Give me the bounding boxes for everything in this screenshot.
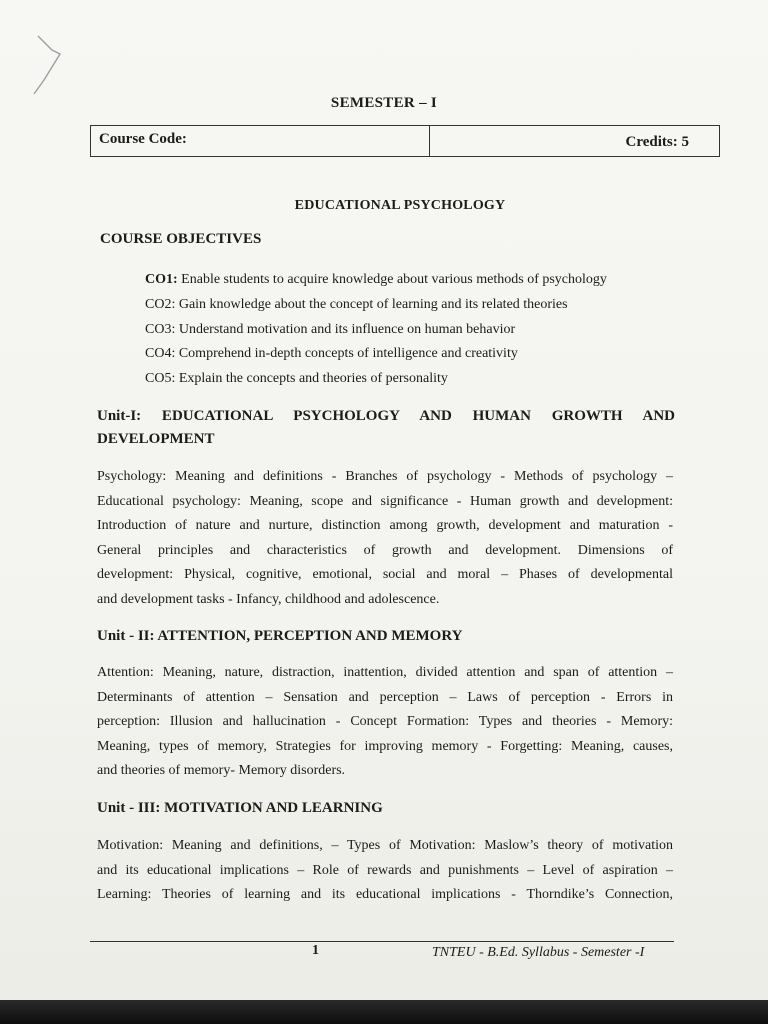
credits-label: Credits: 5 [625,134,689,150]
text-line: and development tasks - Infancy, childhood and adolescence. [97,591,440,607]
text-line: General principles and characteristics of growth and development. Dimensions of [97,542,673,558]
course-code-table [90,125,720,157]
footer-divider [90,941,674,942]
objective-item [145,318,607,343]
text-line: and theories of memory- Memory disorders. [97,763,346,778]
objective-code: CO3: [145,321,176,337]
unit-1-content [97,465,673,612]
text-line: Meaning, types of memory, Strategies for improving memory - Forgetting: Meaning, causes, [97,738,673,754]
page-number: 1 [312,943,319,958]
objective-text: Understand motivation and its influence on human behavior [175,321,516,337]
text-line: Introduction of nature and nurture, distinction among growth, development and maturation - [97,518,673,533]
objective-item [145,367,607,392]
objectives-heading: COURSE OBJECTIVES [100,231,262,247]
text-line: perception: Illusion and hallucination - Concept Formation: Types and theories - Memory: [97,714,673,729]
objective-item [145,293,607,318]
objective-text: Gain knowledge about the concept of learning and its related theories [175,296,568,312]
text-line: Psychology: Meaning and definitions - Branches of psychology - Methods of psychology – [97,469,673,484]
unit-3-heading: Unit - III: MOTIVATION AND LEARNING [97,800,383,816]
semester-heading: SEMESTER – I [330,95,438,111]
objective-code: CO4: [145,346,176,362]
unit-2-content [97,661,673,784]
course-code-label: Course Code: [91,126,430,156]
text-line: Attention: Meaning, nature, distraction, inattention, divided attention and span of attention – [97,665,673,680]
page-bottom-shadow [0,1000,768,1024]
objective-text: Comprehend in-depth concepts of intelligence and creativity [175,346,518,362]
unit-3-content [97,834,673,908]
course-title: EDUCATIONAL PSYCHOLOGY [294,198,506,213]
pen-mark [30,30,70,100]
objective-text: Enable students to acquire knowledge about various methods of psychology [177,272,607,287]
text-line: development: Physical, cognitive, emotional, social and moral – Phases of developmental [97,567,673,582]
text-line: Determinants of attention – Sensation and perception – Laws of perception - Errors in [97,689,673,705]
text-line: Learning: Theories of learning and its educational implications - Thorndike’s Connection, [97,887,673,902]
objective-text: Explain the concepts and theories of personality [175,371,448,387]
text-line: and its educational implications – Role of rewards and punishments – Level of aspiration – [97,862,673,878]
unit-2-heading: Unit - II: ATTENTION, PERCEPTION AND MEMORY [97,628,463,644]
unit-1-heading-continued: DEVELOPMENT [97,431,215,447]
unit-1-heading: Unit-I: EDUCATIONAL PSYCHOLOGY AND HUMAN GROWTH AND [97,408,675,424]
objective-item [145,342,607,367]
footer-text: TNTEU - B.Ed. Syllabus - Semester -I [432,945,645,960]
text-line: Motivation: Meaning and definitions, – Types of Motivation: Maslow’s theory of motivation [97,838,673,853]
objective-code: CO1: [145,272,178,287]
objective-code: CO5: [145,371,176,387]
text-line: Educational psychology: Meaning, scope and significance - Human growth and development: [97,493,673,509]
objective-item [145,268,607,293]
objectives-list [145,268,607,392]
objective-code: CO2: [145,296,176,312]
